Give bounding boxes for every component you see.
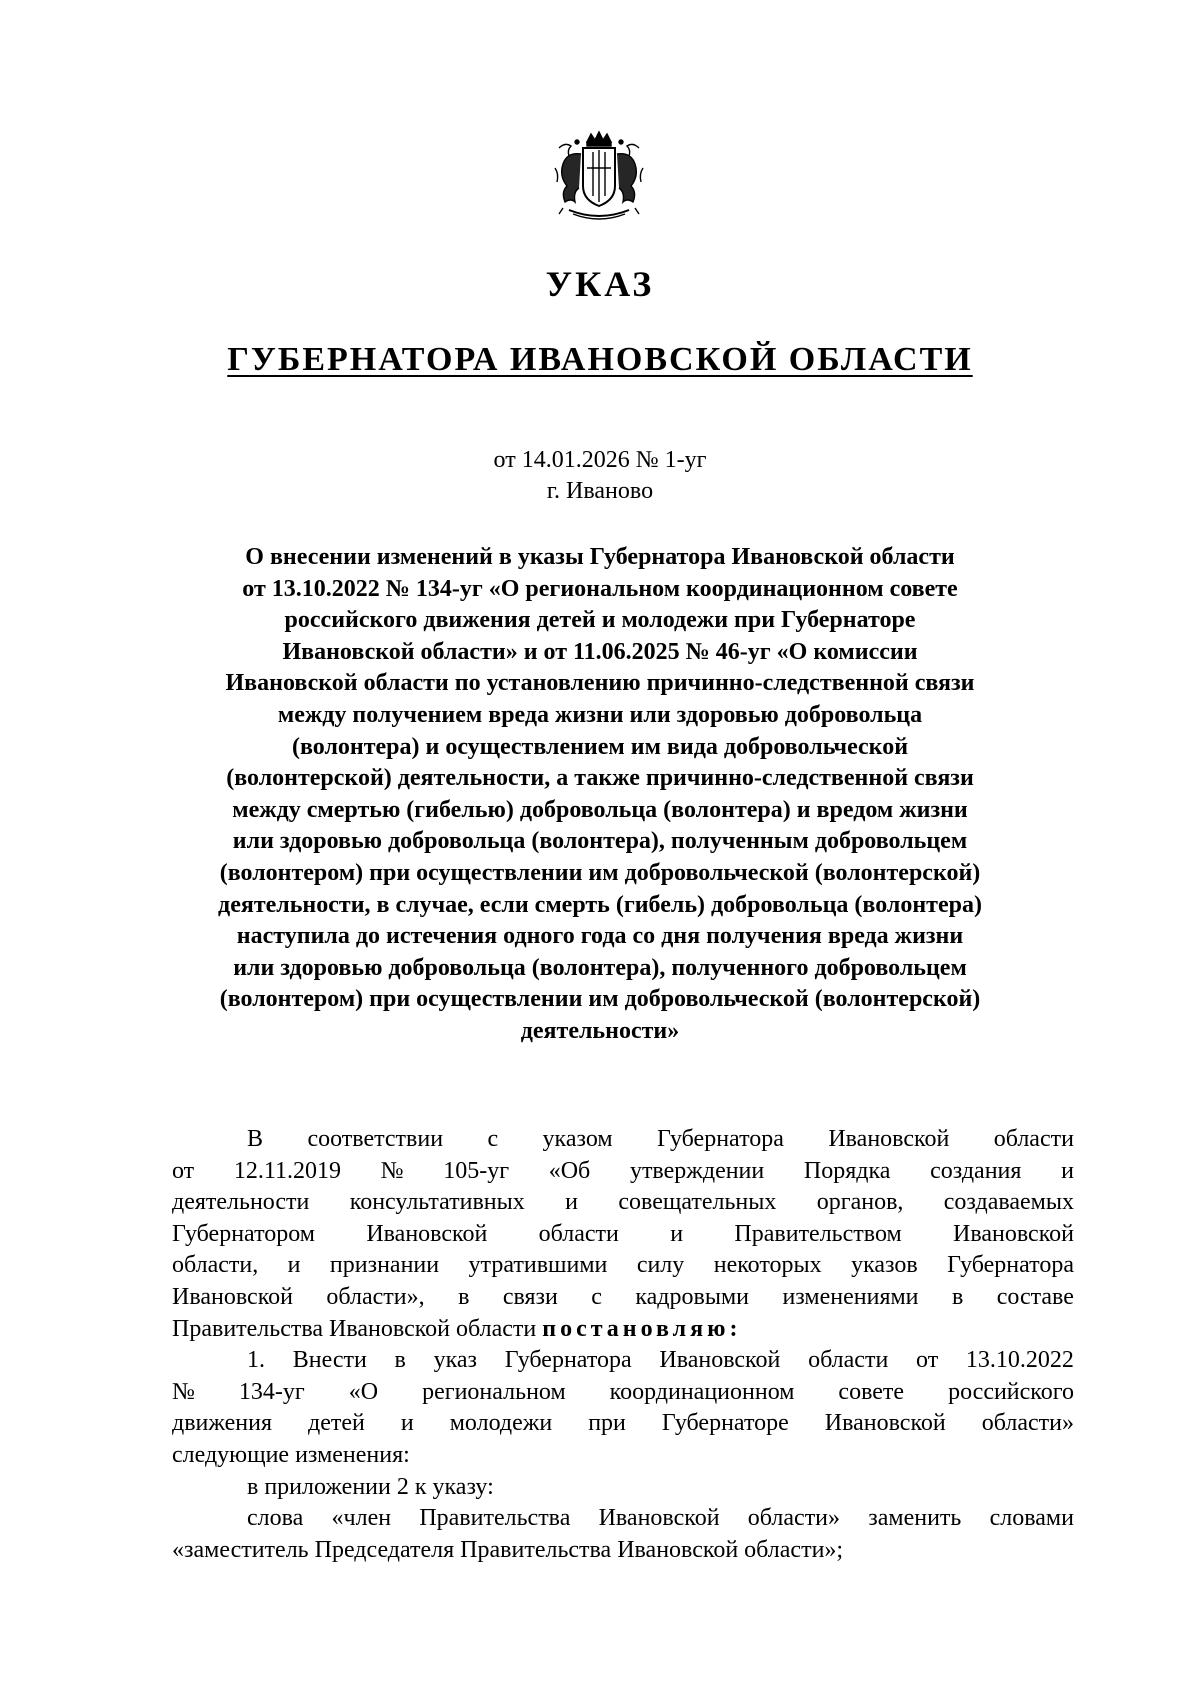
word: силу <box>636 1252 685 1279</box>
word: 105-уг <box>443 1157 510 1184</box>
word: области» <box>747 1505 841 1532</box>
word: Правительства <box>419 1505 571 1532</box>
word: заменить <box>868 1505 962 1532</box>
word: 12.11.2019 <box>233 1157 341 1184</box>
issuer-heading-text: ГУБЕРНАТОРА ИВАНОВСКОЙ ОБЛАСТИ <box>227 341 973 378</box>
word: области <box>993 1126 1074 1152</box>
body-line-last: следующие изменения: <box>172 1441 410 1468</box>
title-line: российского движения детей и молодежи при Губернаторе <box>284 607 916 634</box>
title-line: (волонтерской) деятельности, а также причинно-следственной связи <box>226 765 974 792</box>
word: утратившими <box>468 1252 608 1279</box>
word: области, <box>172 1252 259 1279</box>
word: в <box>458 1283 470 1310</box>
document-date-number: от 14.01.2026 № 1-уг <box>493 447 707 473</box>
word: изменениями <box>782 1283 919 1310</box>
word: области» <box>981 1410 1074 1437</box>
word: некоторых <box>713 1252 822 1279</box>
word: области», <box>326 1283 425 1310</box>
document-city: г. Иваново <box>546 478 654 504</box>
word: слова <box>247 1505 304 1532</box>
body-line <box>172 1187 1074 1219</box>
word: В <box>247 1126 264 1152</box>
title-line: деятельности» <box>520 1017 680 1044</box>
body-line-last <box>172 1314 1074 1346</box>
word: и <box>670 1220 684 1247</box>
body-line <box>172 1377 1074 1409</box>
word: утверждении <box>629 1157 765 1184</box>
word: движения <box>172 1410 273 1437</box>
body-line-last: в приложении 2 к указу: <box>247 1473 494 1500</box>
word: Губернатора <box>504 1347 632 1374</box>
word: Губернатора <box>947 1252 1074 1279</box>
word: при <box>588 1410 626 1437</box>
word: координационном <box>609 1378 795 1405</box>
word: органов, <box>816 1189 904 1216</box>
word: деятельности <box>172 1189 310 1216</box>
word: «О <box>348 1378 379 1405</box>
word: с <box>591 1283 602 1310</box>
word: молодежи <box>449 1410 553 1437</box>
title-line: деятельности, в случае, если смерть (гибель) добровольца (волонтера) <box>218 891 982 918</box>
title-line: Ивановской области по установлению причинно-следственной связи <box>225 670 975 697</box>
body-text: Правительства Ивановской области <box>172 1315 543 1342</box>
body-line <box>172 1282 1074 1314</box>
title-line: (волонтером) при осуществлении им добровольческой (волонтерской) <box>219 986 981 1013</box>
title-line: между получением вреда жизни или здоровью добровольца <box>277 701 923 728</box>
body-line <box>172 1156 1074 1188</box>
body-line <box>172 1250 1074 1282</box>
title-line: или здоровью добровольца (волонтера), полученного добровольцем <box>233 954 967 981</box>
title-line: наступила до истечения одного года со дня получения вреда жизни <box>236 923 964 950</box>
word: и <box>400 1410 414 1437</box>
word: составе <box>996 1283 1074 1310</box>
word: Ивановской <box>659 1347 781 1374</box>
word: российского <box>948 1378 1074 1405</box>
decree-keyword: постановляю: <box>542 1315 742 1342</box>
word: № <box>380 1157 404 1184</box>
word: связи <box>502 1283 558 1310</box>
word: совещательных <box>618 1189 777 1216</box>
word: Губернатором <box>172 1220 315 1247</box>
word: области <box>538 1220 619 1247</box>
word: создания <box>930 1157 1022 1184</box>
word: № <box>172 1378 195 1405</box>
word: указом <box>542 1126 613 1152</box>
word: создаваемых <box>943 1189 1074 1216</box>
title-line: между смертью (гибелью) добровольца (волонтера) и вредом жизни <box>232 796 968 823</box>
word: совете <box>838 1378 905 1405</box>
word: словами <box>989 1505 1074 1532</box>
word: Губернаторе <box>661 1410 789 1437</box>
word: Внести <box>292 1347 367 1374</box>
word: соответствии <box>307 1126 444 1152</box>
word: признании <box>329 1252 440 1279</box>
word: Порядка <box>803 1157 891 1184</box>
word: Ивановской <box>598 1505 720 1532</box>
document-type-heading: УКАЗ <box>545 264 655 304</box>
word: указов <box>851 1252 918 1279</box>
document-body <box>172 1124 1074 1566</box>
word: и <box>565 1189 578 1216</box>
word: и <box>1061 1157 1074 1184</box>
word: региональном <box>422 1378 566 1405</box>
word: 134-уг <box>238 1378 305 1405</box>
word: в <box>394 1347 406 1374</box>
document-title <box>160 542 1040 1048</box>
word: 1. <box>247 1347 265 1374</box>
word: от <box>172 1157 195 1184</box>
word: от <box>916 1347 939 1374</box>
word: с <box>487 1126 499 1152</box>
issuer-heading <box>0 338 1200 382</box>
body-line-last: «заместитель Председателя Правительства Ивановской области»; <box>172 1536 844 1563</box>
title-line: (волонтером) при осуществлении им добровольческой (волонтерской) <box>219 859 981 886</box>
word: консультативных <box>349 1189 525 1216</box>
word: Губернатора <box>657 1126 784 1152</box>
word: Правительством <box>734 1220 902 1247</box>
word: 13.10.2022 <box>965 1347 1074 1374</box>
body-line <box>172 1408 1074 1440</box>
word: указ <box>433 1347 478 1374</box>
word: «член <box>331 1505 392 1532</box>
title-line: Ивановской области» и от 11.06.2025 № 46-уг «О комиссии <box>282 638 918 665</box>
body-line <box>172 1345 1074 1377</box>
word: в <box>951 1283 964 1310</box>
title-line: от 13.10.2022 № 134-уг «О региональном координационном совете <box>242 575 958 602</box>
word: детей <box>308 1410 365 1437</box>
word: Ивановской <box>953 1220 1074 1247</box>
body-line <box>172 1503 1074 1535</box>
word: Ивановской <box>172 1283 293 1310</box>
title-line: (волонтера) и осуществлением им вида добровольческой <box>291 733 909 760</box>
word: Ивановской <box>824 1410 946 1437</box>
coat-of-arms-emblem <box>549 128 649 224</box>
word: Ивановской <box>828 1126 950 1152</box>
word: кадровыми <box>635 1283 750 1310</box>
word: и <box>287 1252 301 1279</box>
word: Ивановской <box>366 1220 488 1247</box>
document-meta <box>0 445 1200 507</box>
body-line <box>172 1219 1074 1251</box>
word: области <box>808 1347 889 1374</box>
title-line: или здоровью добровольца (волонтера), полученным добровольцем <box>232 828 968 855</box>
title-line: О внесении изменений в указы Губернатора Ивановской области <box>245 544 955 570</box>
word: «Об <box>548 1157 591 1184</box>
body-line <box>172 1124 1074 1156</box>
